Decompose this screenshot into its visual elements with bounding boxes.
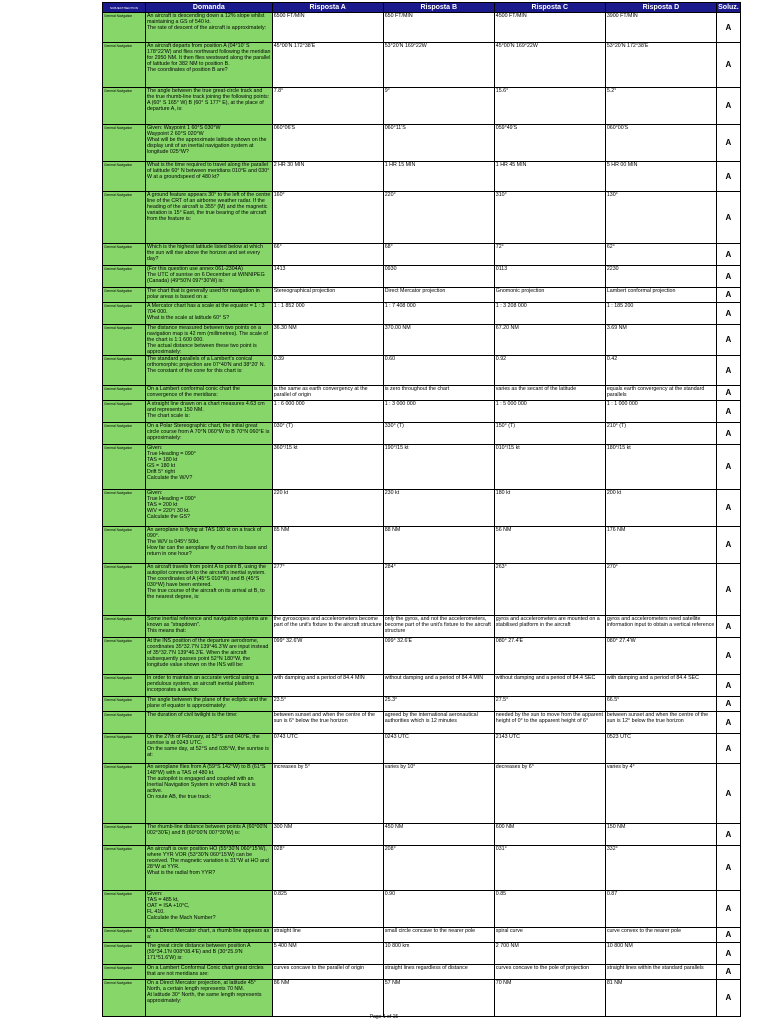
solution-letter: A [716, 303, 740, 325]
answer-d: 3.69 NM [605, 325, 716, 356]
row-section-label: General Navigation [103, 192, 146, 244]
table-row [103, 244, 741, 266]
solution-letter: A [716, 734, 740, 764]
table-row [103, 88, 741, 125]
answer-d: curve convex to the nearer pole [605, 928, 716, 943]
answer-b: 0243 UTC [383, 734, 494, 764]
answer-d: 0.87 [605, 891, 716, 928]
row-section-label: General Navigation [103, 697, 146, 712]
solution-letter: A [716, 697, 740, 712]
question-text: On a Polar Stereographic chart, the initial great circle course from A 70°N 060°W to B 70°N 060°E is approximately: [145, 423, 272, 445]
answer-a: 85 NM [272, 527, 383, 564]
question-text: The duration of civil twilight is the time: [145, 712, 272, 734]
question-text: A ground feature appears 30° to the left of the centre line of the CRT of an airborne weather radar. If the heading of the aircraft is 355° (M) and the magnetic variation is 15° East, the true bearing of the aircraft from the feature is: [145, 192, 272, 244]
row-section-label: General Navigation [103, 266, 146, 288]
answer-c: decreases by 6° [494, 764, 605, 824]
row-section-label: General Navigation [103, 846, 146, 891]
question-text: Given: True Heading = 090° TAS = 180 kt GS = 180 kt Drift 5° right Calculate the W/V? [145, 445, 272, 490]
row-section-label: General Navigation [103, 244, 146, 266]
solution-letter: A [716, 88, 740, 125]
table-row [103, 965, 741, 980]
answer-b: straight lines regardless of distance [383, 965, 494, 980]
answer-a: 5 400 NM [272, 943, 383, 965]
answer-b: 25.3° [383, 697, 494, 712]
question-text: The rhumb-line distance between points A (60°00'N 002°30'E) and B (60°00'N 007°30'W) is: [145, 824, 272, 846]
answer-c: needed by the sun to move from the apparent height of 0° to the apparent height of 6° [494, 712, 605, 734]
table-row [103, 386, 741, 401]
answer-b: Direct Mercator projection [383, 288, 494, 303]
answer-b: 330° (T) [383, 423, 494, 445]
table-row [103, 675, 741, 697]
answer-b: varies by 10° [383, 764, 494, 824]
answer-a: 0743 UTC [272, 734, 383, 764]
solution-letter: A [716, 638, 740, 675]
answer-a: 277° [272, 564, 383, 616]
solution-letter: A [716, 125, 740, 162]
row-section-label: General Navigation [103, 943, 146, 965]
question-text: Given: TAS = 485 kt, OAT = ISA +10°C, FL 410. Calculate the Mach Number? [145, 891, 272, 928]
solution-letter: A [716, 616, 740, 638]
answer-d: 81 NM [605, 980, 716, 1017]
table-row [103, 303, 741, 325]
answer-a: 360°/15 kt [272, 445, 383, 490]
answer-d: 210° (T) [605, 423, 716, 445]
question-text: At the INS position of the departure aerodrome, coordinates 35°32.7'N 139°46.3'W are input instead of 35°32.7'N 139°46.3'E. When the aircraft subsequently passes point 52°N 180°W, the longitude value shown on the INS will be: [145, 638, 272, 675]
solution-letter: A [716, 401, 740, 423]
table-row [103, 490, 741, 527]
table-row [103, 764, 741, 824]
answer-c: 150° (T) [494, 423, 605, 445]
answer-b: 53°20'N 169°22W [383, 43, 494, 88]
answer-c: 70 NM [494, 980, 605, 1017]
answer-d: equals earth convergency at the standard parallels [605, 386, 716, 401]
answer-a: 099° 32.6'W [272, 638, 383, 675]
answer-c: 2143 UTC [494, 734, 605, 764]
table-row [103, 943, 741, 965]
answer-c: 67.20 NM [494, 325, 605, 356]
table-row [103, 824, 741, 846]
answer-a: between sunset and when the centre of the sun is 6° below the true horizon [272, 712, 383, 734]
table-row [103, 162, 741, 192]
solution-letter: A [716, 356, 740, 386]
answer-d: 200 kt [605, 490, 716, 527]
question-text: An aeroplane is flying at TAS 180 kt on a track of 090°. The W/V is 045°/ 50kt. How far can the aeroplane fly out from its base and return in one hour? [145, 527, 272, 564]
row-section-label: General Navigation [103, 356, 146, 386]
solution-letter: A [716, 386, 740, 401]
answer-a: 0.825 [272, 891, 383, 928]
row-section-label: General Navigation [103, 980, 146, 1017]
answer-c: curves concave to the pole of projection [494, 965, 605, 980]
answer-d: 130° [605, 192, 716, 244]
row-section-label: General Navigation [103, 564, 146, 616]
row-section-label: General Navigation [103, 43, 146, 88]
answer-a: 7.8° [272, 88, 383, 125]
answer-a: the gyroscopes and accelerometers become part of the unit's fixture to the aircraft structure [272, 616, 383, 638]
row-section-label: General Navigation [103, 928, 146, 943]
row-section-label: General Navigation [103, 445, 146, 490]
table-row [103, 928, 741, 943]
table-row [103, 445, 741, 490]
answer-a: 1 : 6 000 000 [272, 401, 383, 423]
question-text: A Mercator chart has a scale at the equator = 1 : 3 704 000. What is the scale at latitude 60° S? [145, 303, 272, 325]
solution-letter: A [716, 423, 740, 445]
row-section-label: General Navigation [103, 423, 146, 445]
answer-a: 45°00'N 172°38'E [272, 43, 383, 88]
answer-b: 650 FT/MIN [383, 13, 494, 43]
answer-a: 1413 [272, 266, 383, 288]
table-row [103, 356, 741, 386]
table-row [103, 43, 741, 88]
answer-a: curves concave to the parallel of origin [272, 965, 383, 980]
question-text: A straight line drawn on a chart measures 4.63 cm and represents 150 NM. The chart scale is: [145, 401, 272, 423]
solution-letter: A [716, 965, 740, 980]
answer-c: 15.6° [494, 88, 605, 125]
answer-b: 190°/15 kt [383, 445, 494, 490]
solution-letter: A [716, 928, 740, 943]
solution-letter: A [716, 764, 740, 824]
answer-b: 0.90 [383, 891, 494, 928]
answer-a: straight line [272, 928, 383, 943]
answer-d: between sunset and when the centre of the sun is 12° below the true horizon [605, 712, 716, 734]
question-text: An aircraft is descending down a 12% slope whilst maintaining a GS of 540 kt. The rate of descent of the aircraft is approximately: [145, 13, 272, 43]
answer-c: 2 700 NM [494, 943, 605, 965]
answer-a: 86 NM [272, 980, 383, 1017]
row-section-label: General Navigation [103, 401, 146, 423]
answer-a: 160° [272, 192, 383, 244]
answer-b: 450 NM [383, 824, 494, 846]
answer-d: 270° [605, 564, 716, 616]
solution-letter: A [716, 445, 740, 490]
question-text: On a Direct Mercator chart, a rhumb line appears as a: [145, 928, 272, 943]
answer-d: 1 : 185 200 [605, 303, 716, 325]
answer-a: 060°06'S [272, 125, 383, 162]
table-row [103, 13, 741, 43]
question-text: What is the time required to travel along the parallel of latitude 60° N between meridians 010°E and 030° W at a groundspeed of 480 kt? [145, 162, 272, 192]
answer-b: 1 : 7 408 000 [383, 303, 494, 325]
solution-letter: A [716, 846, 740, 891]
table-row [103, 891, 741, 928]
question-text: An aircraft departs from position A (04°10' S 178°22'W) and flies northward following the meridian for 2950 NM. It then flies westward along the parallel of latitude for 382 NM to position B. The coordinates of position B are? [145, 43, 272, 88]
answer-a: 220 kt [272, 490, 383, 527]
table-row [103, 980, 741, 1017]
answer-a: increases by 5° [272, 764, 383, 824]
answer-c: 56 NM [494, 527, 605, 564]
answer-d: 150 NM [605, 824, 716, 846]
answer-c: 031° [494, 846, 605, 891]
answer-d: gyros and accelerometers need satellite information input to obtain a vertical reference [605, 616, 716, 638]
answer-d: 66.5° [605, 697, 716, 712]
row-section-label: General Navigation [103, 712, 146, 734]
answer-d: 3900 FT/MIN [605, 13, 716, 43]
solution-letter: A [716, 675, 740, 697]
table-row [103, 325, 741, 356]
answer-b: 099° 32.6'E [383, 638, 494, 675]
row-section-label: General Navigation [103, 162, 146, 192]
answer-b: 57 NM [383, 980, 494, 1017]
question-text: An aircraft travels from point A to point B, using the autopilot connected to the aircraft's inertial system. The coordinates of A (45°S 010°W) and B (45°S 030°W) have been entered. The true course of the aircraft on its arrival at B, to the nearest degree, is: [145, 564, 272, 616]
row-section-label: General Navigation [103, 125, 146, 162]
question-text: An aircraft is over position HO (55°30'N 060°15'W), where YYR VOR (53°30'N 060°15'W) can be received. The magnetic variation is 31°W at HO and 28°W at YYR. What is the radial from YYR? [145, 846, 272, 891]
answer-a: 030° (T) [272, 423, 383, 445]
solution-letter: A [716, 490, 740, 527]
answer-b: 230 kt [383, 490, 494, 527]
answer-d: 53°20'N 172°38'E [605, 43, 716, 88]
header-section: SUBJECT/SECTION [103, 3, 146, 13]
question-text: An aeroplane flies from A (59°S 142°W) to B (61°S 148°W) with a TAS of 480 kt. The autopilot is engaged and coupled with an Inertial Navigation System in which AB track is active. On route AB, the true track: [145, 764, 272, 824]
question-text: Which is the highest latitude listed below at which the sun will rise above the horizon and set every day? [145, 244, 272, 266]
answer-c: 1 : 3 208 000 [494, 303, 605, 325]
solution-letter: A [716, 13, 740, 43]
answer-c: 600 NM [494, 824, 605, 846]
answer-b: small circle concave to the nearer pole [383, 928, 494, 943]
answer-b: 1 HR 15 MIN [383, 162, 494, 192]
solution-letter: A [716, 712, 740, 734]
answer-d: 180°/15 kt [605, 445, 716, 490]
header-answer-b: Risposta B [383, 3, 494, 13]
answer-a: 1 : 1 852 000 [272, 303, 383, 325]
answer-b: 88 NM [383, 527, 494, 564]
solution-letter: A [716, 266, 740, 288]
answer-c: 310° [494, 192, 605, 244]
row-section-label: General Navigation [103, 490, 146, 527]
table-row [103, 192, 741, 244]
answer-c: 0.85 [494, 891, 605, 928]
question-text: On a Lambert Conformal Conic chart great circles that are not meridians are: [145, 965, 272, 980]
answer-b: 9° [383, 88, 494, 125]
solution-letter: A [716, 891, 740, 928]
question-text: (For this question use annex 061-2304A) The UTC of sunrise on 6 December at WINNIPEG (Canada) (49°50'N 097°30'W) is: [145, 266, 272, 288]
answer-c: 059°49'S [494, 125, 605, 162]
table-row [103, 423, 741, 445]
answer-b: 68° [383, 244, 494, 266]
question-text: The angle between the true great-circle track and the true rhumb-line track joining the following points: A (60° S 165° W) B (60° S 177° E), at the place of departure A, is: [145, 88, 272, 125]
answer-c: 4500 FT/MIN [494, 13, 605, 43]
answer-d: straight lines within the standard parallels [605, 965, 716, 980]
table-row [103, 846, 741, 891]
row-section-label: General Navigation [103, 638, 146, 675]
solution-letter: A [716, 288, 740, 303]
answer-b: only the gyros, and not the accelerometers, become part of the unit's fixture to the aircraft structure [383, 616, 494, 638]
answer-d: 5.2° [605, 88, 716, 125]
question-table [102, 2, 741, 1017]
solution-letter: A [716, 244, 740, 266]
answer-c: 263° [494, 564, 605, 616]
answer-d: with damping and a period of 84.4 SEC [605, 675, 716, 697]
question-text: The angle between the plane of the ecliptic and the plane of equator is approximately: [145, 697, 272, 712]
answer-a: 66° [272, 244, 383, 266]
answer-d: varies by 4° [605, 764, 716, 824]
table-row [103, 288, 741, 303]
row-section-label: General Navigation [103, 325, 146, 356]
question-text: Given: Waypoint 1 60°S 030°W Waypoint 2 60°S 020°W What will be the approximate latitude shown on the display unit of an inertial navigation system at longitude 025°W? [145, 125, 272, 162]
answer-d: 0.42 [605, 356, 716, 386]
row-section-label: General Navigation [103, 891, 146, 928]
row-section-label: General Navigation [103, 386, 146, 401]
answer-a: is the same as earth convergency at the parallel of origin [272, 386, 383, 401]
row-section-label: General Navigation [103, 288, 146, 303]
answer-c: 72° [494, 244, 605, 266]
solution-letter: A [716, 527, 740, 564]
row-section-label: General Navigation [103, 675, 146, 697]
header-solution: Soluz. [718, 4, 739, 11]
solution-letter: A [716, 162, 740, 192]
question-text: The standard parallels of a Lambert's conical orthomorphic projection are 07°40'N and 38°20' N. The constant of the cone for this chart is: [145, 356, 272, 386]
answer-d: 0523 UTC [605, 734, 716, 764]
answer-c: 45°00'N 169°22W [494, 43, 605, 88]
table-row [103, 638, 741, 675]
table-row [103, 125, 741, 162]
answer-b: 060°11'S [383, 125, 494, 162]
answer-b: 208° [383, 846, 494, 891]
answer-d: Lambert conformal projection [605, 288, 716, 303]
page-footer: Page 1 of 15 [369, 1014, 399, 1020]
solution-letter: A [716, 980, 740, 1017]
answer-a: with damping and a period of 84.4 MIN [272, 675, 383, 697]
answer-d: 060°00'S [605, 125, 716, 162]
answer-d: 62° [605, 244, 716, 266]
answer-b: 370.00 NM [383, 325, 494, 356]
answer-b: 0930 [383, 266, 494, 288]
answer-a: 23.5° [272, 697, 383, 712]
answer-c: gyros and accelerometers are mounted on a stabilised platform in the aircraft [494, 616, 605, 638]
answer-a: 300 NM [272, 824, 383, 846]
answer-a: 6500 FT/MIN [272, 13, 383, 43]
row-section-label: General Navigation [103, 616, 146, 638]
answer-a: Stereographical projection [272, 288, 383, 303]
question-text: On the 27th of February, at 52°S and 040°E, the sunrise is at 0243 UTC. On the same day, at 52°S and 035°W, the sunrise is at: [145, 734, 272, 764]
table-row [103, 697, 741, 712]
header-row [103, 3, 741, 13]
answer-d: 1 : 1 000 000 [605, 401, 716, 423]
solution-letter: A [716, 564, 740, 616]
solution-letter: A [716, 192, 740, 244]
answer-c: 010°/15 kt [494, 445, 605, 490]
answer-c: 1 : 5 000 000 [494, 401, 605, 423]
answer-b: agreed by the international aeronautical authorities which is 12 minutes [383, 712, 494, 734]
answer-c: spiral curve [494, 928, 605, 943]
answer-d: 080° 27.4'W [605, 638, 716, 675]
answer-c: 080° 27.4'E [494, 638, 605, 675]
question-text: In order to maintain an accurate vertical using a pendulous system, an aircraft inertial platform incorporates a device: [145, 675, 272, 697]
solution-letter: A [716, 943, 740, 965]
answer-c: 1 HR 45 MIN [494, 162, 605, 192]
answer-a: 2 HR 30 MIN [272, 162, 383, 192]
answer-b: 1 : 3 000 000 [383, 401, 494, 423]
table-row [103, 401, 741, 423]
solution-letter: A [716, 43, 740, 88]
answer-c: without damping and a period of 84.4 SEC [494, 675, 605, 697]
row-section-label: General Navigation [103, 88, 146, 125]
answer-b: 10 800 km [383, 943, 494, 965]
answer-b: 0.60 [383, 356, 494, 386]
answer-d: 332° [605, 846, 716, 891]
answer-c: 27.5° [494, 697, 605, 712]
table-row [103, 616, 741, 638]
answer-d: 176 NM [605, 527, 716, 564]
row-section-label: General Navigation [103, 824, 146, 846]
answer-b: 220° [383, 192, 494, 244]
answer-c: 180 kt [494, 490, 605, 527]
table-row [103, 527, 741, 564]
header-answer-d: Risposta D [605, 3, 716, 13]
question-text: Given: True Heading = 090° TAS = 200 kt W/V = 220°/ 30 kt. Calculate the GS? [145, 490, 272, 527]
question-text: On a Lambert conformal conic chart the convergence of the meridians: [145, 386, 272, 401]
answer-b: without damping and a period of 84.4 MIN [383, 675, 494, 697]
table-row [103, 734, 741, 764]
row-section-label: General Navigation [103, 527, 146, 564]
answer-c: 0.92 [494, 356, 605, 386]
table-row [103, 564, 741, 616]
answer-d: 5 HR 00 MIN [605, 162, 716, 192]
answer-a: 0.39 [272, 356, 383, 386]
question-text: The great circle distance between position A (59°34.1'N 008°08.4'E) and B (30°25.9'N 171°51.6'W) is: [145, 943, 272, 965]
row-section-label: General Navigation [103, 965, 146, 980]
table-row [103, 712, 741, 734]
answer-d: 2230 [605, 266, 716, 288]
question-text: On a Direct Mercator projection, at latitude 45° North, a certain length represents 70 NM. At latitude 30° North, the same length represents approximately: [145, 980, 272, 1017]
row-section-label: General Navigation [103, 734, 146, 764]
row-section-label: General Navigation [103, 303, 146, 325]
question-text: The distance measured between two points on a navigation map is 42 mm (millimetres). The scale of the chart is 1:1 600 000. The actual distance between these two point is approximately: [145, 325, 272, 356]
answer-c: 0113 [494, 266, 605, 288]
question-text: The chart that is generally used for navigation in polar areas is based on a: [145, 288, 272, 303]
answer-b: 284° [383, 564, 494, 616]
answer-c: Gnomonic projection [494, 288, 605, 303]
solution-letter: A [716, 824, 740, 846]
row-section-label: General Navigation [103, 764, 146, 824]
answer-b: is zero throughout the chart [383, 386, 494, 401]
table-row [103, 266, 741, 288]
solution-letter: A [716, 325, 740, 356]
answer-a: 028° [272, 846, 383, 891]
question-text: Some inertial reference and navigation systems are known as "strapdown". This means that: [145, 616, 272, 638]
answer-a: 36.30 NM [272, 325, 383, 356]
answer-c: varies as the secant of the latitude [494, 386, 605, 401]
answer-d: 10 800 NM [605, 943, 716, 965]
header-answer-c: Risposta C [494, 3, 605, 13]
row-section-label: General Navigation [103, 13, 146, 43]
header-answer-a: Risposta A [272, 3, 383, 13]
header-question: Domanda [145, 3, 272, 13]
